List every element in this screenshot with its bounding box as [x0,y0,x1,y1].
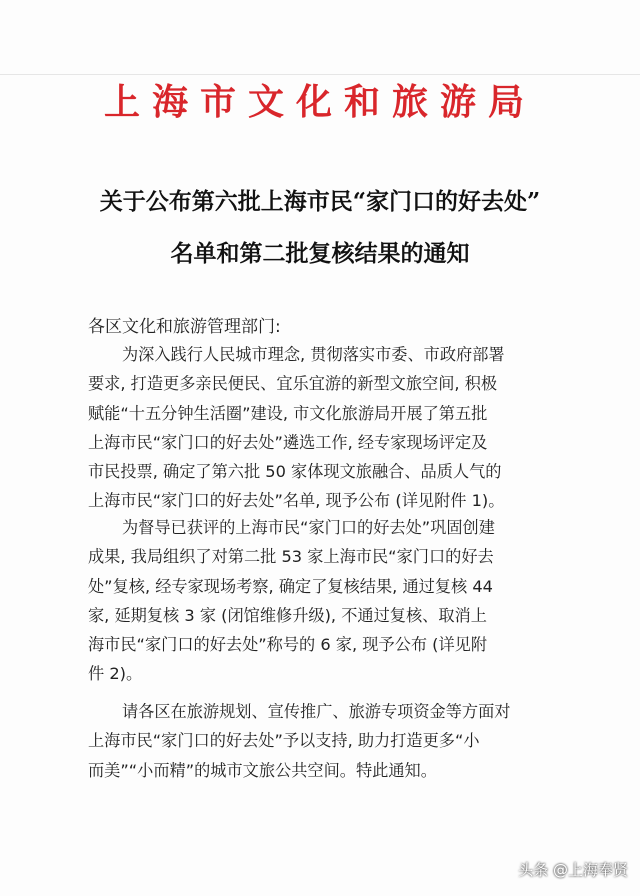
paragraph-line: 为督导已获评的上海市民“家门口的好去处”巩固创建 [122,518,495,537]
paragraph-line: 处”复核, 经专家现场考察, 确定了复核结果, 通过复核 44 [88,576,493,596]
top-divider [0,74,640,75]
document-title-line-1: 关于公布第六批上海市民“家门口的好去处” [99,188,541,215]
paragraph-line: 赋能“十五分钟生活圈”建设, 市文化旅游局开展了第五批 [88,403,488,423]
paragraph-line: 而美”“小而精”的城市文旅公共空间。特此通知。 [88,760,437,780]
paragraph-line: 上海市民“家门口的好去处”遴选工作, 经专家现场评定及 [88,432,488,452]
paragraph-line: 件 2)。 [88,664,143,684]
salutation: 各区文化和旅游管理部门: [88,317,281,337]
paragraph-line: 上海市民“家门口的好去处”名单, 现予公布 (详见附件 1)。 [88,491,505,511]
paragraph-3 [88,697,558,785]
paragraph-line: 市民投票, 确定了第六批 50 家体现文旅融合、品质人气的 [88,462,502,482]
paragraph-2 [88,513,558,689]
paragraph-line: 为深入践行人民城市理念, 贯彻落实市委、市政府部署 [122,345,505,364]
letterhead: 上海市文化和旅游局 [103,81,536,123]
paragraph-line: 上海市民“家门口的好去处”予以支持, 助力打造更多“小 [88,731,480,751]
document-title-line-2: 名单和第二批复核结果的通知 [170,240,470,267]
paragraph-line: 成果, 我局组织了对第二批 53 家上海市民“家门口的好去 [88,547,494,567]
source-watermark: 头条 @上海奉贤 [518,861,628,879]
paragraph-line: 海市民“家门口的好去处”称号的 6 家, 现予公布 (详见附 [88,635,488,655]
paragraph-line: 要求, 打造更多亲民便民、宜乐宜游的新型文旅空间, 积极 [88,374,498,394]
paragraph-line: 请各区在旅游规划、宣传推广、旅游专项资金等方面对 [122,702,511,721]
paragraph-line: 家, 延期复核 3 家 (闭馆维修升级), 不通过复核、取消上 [88,605,487,625]
paragraph-1 [88,340,558,516]
